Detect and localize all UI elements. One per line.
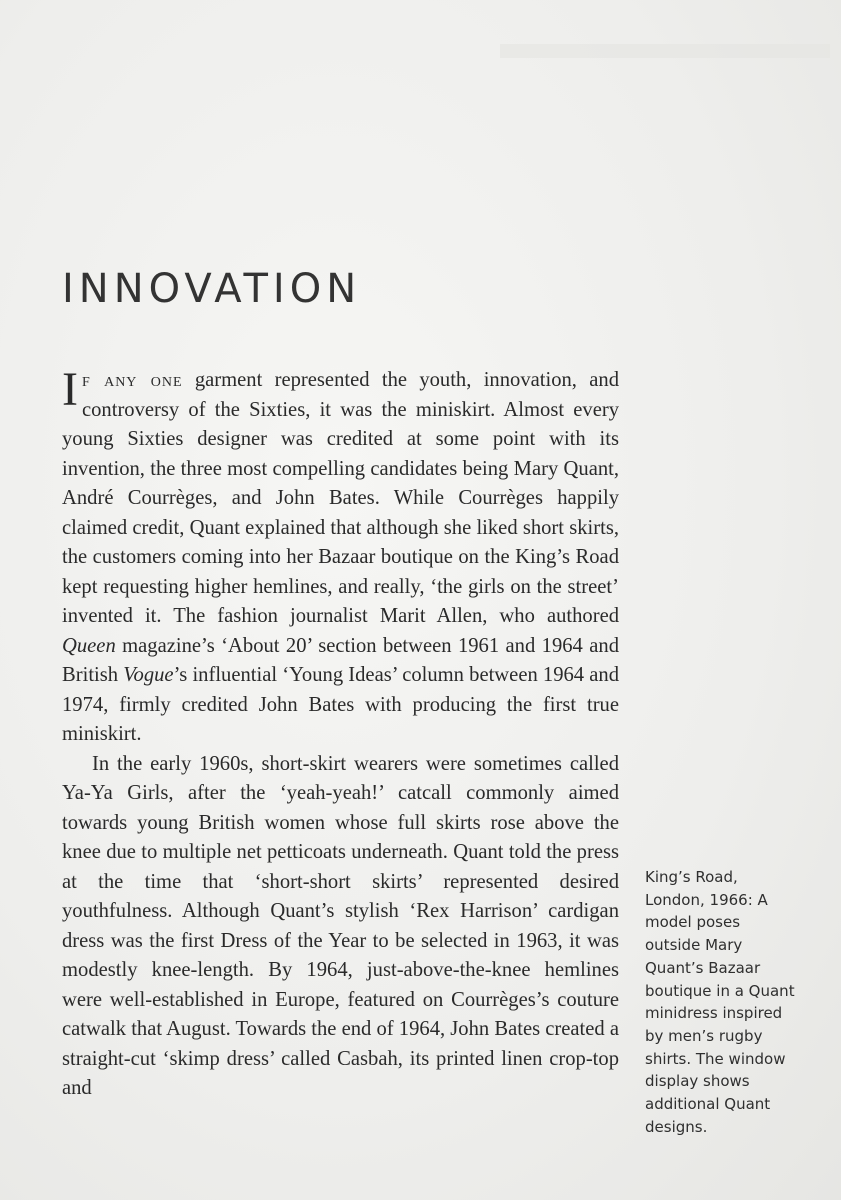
- queen-magazine-title: Queen: [62, 634, 116, 657]
- paragraph-2: In the early 1960s, short-skirt wearers were sometimes called Ya-Ya Girls, after the ‘yeah-yeah!’ catcall commonly aimed towards young British women whose full skirts rose above the knee due to multiple net petticoats underneath. Quant told the press at the time that ‘short-short skirts’ represented desired youthfulness. Although Quant’s stylish ‘Rex Harrison’ cardigan dress was the first Dress of the Year to be selected in 1963, it was modestly knee-length. By 1964, just-above-the-knee hemlines were well-established in Europe, featured on Courrèges’s couture catwalk that August. Towards the end of 1964, John Bates created a straight-cut ‘skimp dress’ called Casbah, its printed linen crop-top and: [62, 752, 619, 1099]
- bleed-through-text: [500, 44, 830, 58]
- page-title: INNOVATION: [62, 266, 362, 312]
- paragraph-1-text-c: ’s influential ‘Young Ideas’ column between 1964 and 1974, firmly credited John Bates with producing the first true miniskirt.: [62, 664, 619, 745]
- drop-cap: I: [62, 363, 78, 416]
- paragraph-1-text-a: garment represented the youth, innovation, and controversy of the Sixties, it was the miniskirt. Almost every young Sixties designer was credited at some point with its invention, the three most compelling candidates being Mary Quant, André Courrèges, and John Bates. While Courrèges happily claimed credit, Quant explained that although she liked short skirts, the customers coming into her Bazaar boutique on the King’s Road kept requesting higher hemlines, and really, ‘the girls on the street’ invented it. The fashion journalist Marit Allen, who authored: [62, 369, 619, 627]
- lead-in-small-caps: f any one: [81, 369, 183, 391]
- paragraph-1-text-b: magazine’s ‘About 20’ section between 1961 and 1964 and British: [62, 634, 619, 686]
- photo-caption: King’s Road, London, 1966: A model poses outside Mary Quant’s Bazaar boutique in a Quant minidress inspired by men’s rugby shirts. The window display shows additional Quant designs.: [645, 868, 795, 1136]
- body-text: [62, 363, 619, 1104]
- paragraph-1: [62, 363, 619, 750]
- vogue-magazine-title: Vogue: [123, 664, 174, 686]
